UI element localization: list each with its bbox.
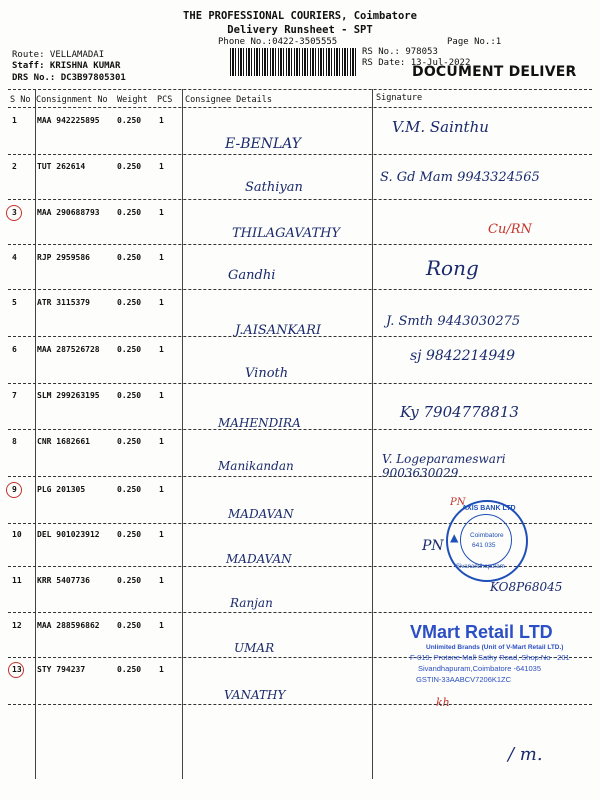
row-sno: 2: [12, 162, 17, 171]
row-consignee: UMAR: [234, 641, 275, 655]
row-divider: [8, 429, 592, 430]
row-consignment: KRR 5407736: [37, 576, 90, 585]
row-pcs: 1: [159, 576, 164, 585]
row-sno: 3: [12, 208, 17, 217]
runsheet-subtitle: Delivery Runsheet - SPT: [227, 24, 373, 36]
row-consignee: Gandhi: [228, 268, 276, 283]
row-pcs: 1: [159, 391, 164, 400]
col-sno: S No: [10, 95, 31, 105]
bank-pin: 641 035: [472, 542, 496, 549]
bank-name: AXIS BANK LTD: [462, 505, 516, 512]
row-pcs: 1: [159, 437, 164, 446]
row-divider: [8, 199, 592, 200]
col-separator: [182, 89, 183, 779]
row-consignee: Ranjan: [230, 596, 273, 610]
row-weight: 0.250: [117, 253, 142, 262]
row-divider: [8, 612, 592, 613]
row-sno: 1: [12, 116, 17, 125]
divider: [8, 107, 592, 108]
route-label: Route: VELLAMADAI: [12, 50, 105, 60]
row-consignee: Manikandan: [218, 459, 294, 473]
rs-number: RS No.: 978053: [362, 47, 438, 57]
row-consignment: DEL 901023912: [37, 530, 100, 539]
row-pcs: 1: [159, 116, 164, 125]
row-sno: 10: [12, 530, 22, 539]
row-sno: 4: [12, 253, 17, 262]
row-weight: 0.250: [117, 298, 142, 307]
bottom-handwritten-mark: / m.: [508, 744, 543, 765]
row-weight: 0.250: [117, 437, 142, 446]
row-consignment: MAA 288596862: [37, 621, 100, 630]
company-title: THE PROFESSIONAL COURIERS, Coimbatore: [183, 10, 417, 22]
col-weight: Weight: [117, 95, 148, 105]
axis-logo-icon: ▲: [450, 530, 459, 546]
page-number: Page No.:1: [447, 37, 502, 47]
vmart-stamp-line: GSTIN-33AABCV7206K1ZC: [416, 675, 512, 684]
row-divider: [8, 336, 592, 337]
row-signature: PN: [450, 497, 466, 508]
row-signature: Rong: [426, 256, 479, 280]
row-sno: 8: [12, 437, 17, 446]
row-consignee: VANATHY: [224, 688, 286, 702]
row-consignee: MADAVAN: [226, 552, 292, 566]
row-signature: Cu/RN: [488, 222, 532, 237]
vmart-stamp-title: VMart Retail LTD: [410, 622, 553, 642]
row-consignee: THILAGAVATHY: [232, 226, 341, 241]
row-weight: 0.250: [117, 391, 142, 400]
row-pcs: 1: [159, 298, 164, 307]
row-consignment: STY 794237: [37, 665, 86, 674]
col-separator: [35, 89, 36, 779]
row-signature: V. Logeparameswari 9003630029: [382, 452, 506, 480]
col-separator: [372, 89, 373, 779]
row-divider: [8, 476, 592, 477]
row-signature: kh: [436, 696, 450, 709]
row-sno: 9: [12, 485, 17, 494]
row-consignee: Vinoth: [245, 366, 289, 381]
bank-stamp: [446, 500, 528, 582]
row-pcs: 1: [159, 485, 164, 494]
row-pcs: 1: [159, 530, 164, 539]
col-signature: Signature: [376, 93, 423, 103]
row-consignment: SLM 299263195: [37, 391, 100, 400]
row-pcs: 1: [159, 665, 164, 674]
document-delivery-label: DOCUMENT DELIVER: [412, 64, 577, 80]
row-consignment: RJP 2959586: [37, 253, 90, 262]
row-sno: 11: [12, 576, 22, 585]
row-pcs: 1: [159, 208, 164, 217]
row-consignment: MAA 290688793: [37, 208, 100, 217]
row-divider: [8, 704, 592, 705]
row-consignee: MAHENDIRA: [218, 416, 301, 430]
row-pcs: 1: [159, 162, 164, 171]
col-pcs: PCS: [157, 95, 173, 105]
row-sno: 6: [12, 345, 17, 354]
row-sno: 13: [12, 665, 22, 674]
row-divider: [8, 383, 592, 384]
row-signature: J. Smth 9443030275: [386, 314, 521, 329]
row-sno: 12: [12, 621, 22, 630]
row-consignment: MAA 942225895: [37, 116, 100, 125]
vmart-stamp-line: Unlimited Brands (Unit of V-Mart Retail LTD.): [426, 644, 564, 651]
row-consignment: TUT 262614: [37, 162, 86, 171]
rs-date: RS Date: 13-Jul-2022: [362, 58, 471, 68]
row-divider: [8, 289, 592, 290]
row-weight: 0.250: [117, 665, 142, 674]
bank-city: Coimbatore: [470, 532, 504, 539]
row-consignee: Sathiyan: [245, 180, 303, 195]
row-consignee: MADAVAN: [228, 507, 294, 521]
row-weight: 0.250: [117, 530, 142, 539]
row-weight: 0.250: [117, 621, 142, 630]
row-weight: 0.250: [117, 162, 142, 171]
row-signature: PN: [422, 538, 444, 554]
staff-label: Staff: KRISHNA KUMAR: [12, 61, 121, 71]
vmart-stamp-line: Sivandhapuram,Coimbatore -641035: [418, 664, 541, 673]
col-consignee: Consignee Details: [185, 95, 272, 105]
row-pcs: 1: [159, 621, 164, 630]
row-sno: 5: [12, 298, 17, 307]
row-weight: 0.250: [117, 116, 142, 125]
row-signature: S. Gd Mam 9943324565: [380, 170, 540, 185]
col-consignment: Consignment No: [36, 95, 108, 105]
row-weight: 0.250: [117, 208, 142, 217]
row-consignment: PLG 201305: [37, 485, 86, 494]
row-weight: 0.250: [117, 485, 142, 494]
row-consignment: CNR 1682661: [37, 437, 90, 446]
row-consignment: MAA 287526728: [37, 345, 100, 354]
bank-branch: Sivanandhapuram: [456, 564, 505, 570]
divider: [8, 89, 592, 90]
row-pcs: 1: [159, 253, 164, 262]
phone-number: Phone No.:0422-3505555: [218, 37, 338, 47]
row-sno: 7: [12, 391, 17, 400]
row-consignment: ATR 3115379: [37, 298, 90, 307]
row-signature: KO8P68045: [490, 580, 563, 594]
row-weight: 0.250: [117, 576, 142, 585]
row-signature: sj 9842214949: [410, 348, 516, 364]
row-consignee: E-BENLAY: [225, 136, 302, 152]
row-divider: [8, 154, 592, 155]
row-pcs: 1: [159, 345, 164, 354]
row-consignee: J.AISANKARI: [235, 323, 322, 338]
drs-number: DRS No.: DC3B97805301: [12, 73, 126, 83]
row-signature: V.M. Sainthu: [392, 118, 489, 136]
barcode: [230, 48, 358, 76]
row-signature: Ky 7904778813: [400, 403, 519, 421]
vmart-stamp-line: F-019, Protone Mall Sathy Road, Shop.No - 201: [410, 653, 570, 662]
stamp-inner-ring: [460, 514, 512, 566]
row-divider: [8, 244, 592, 245]
row-weight: 0.250: [117, 345, 142, 354]
